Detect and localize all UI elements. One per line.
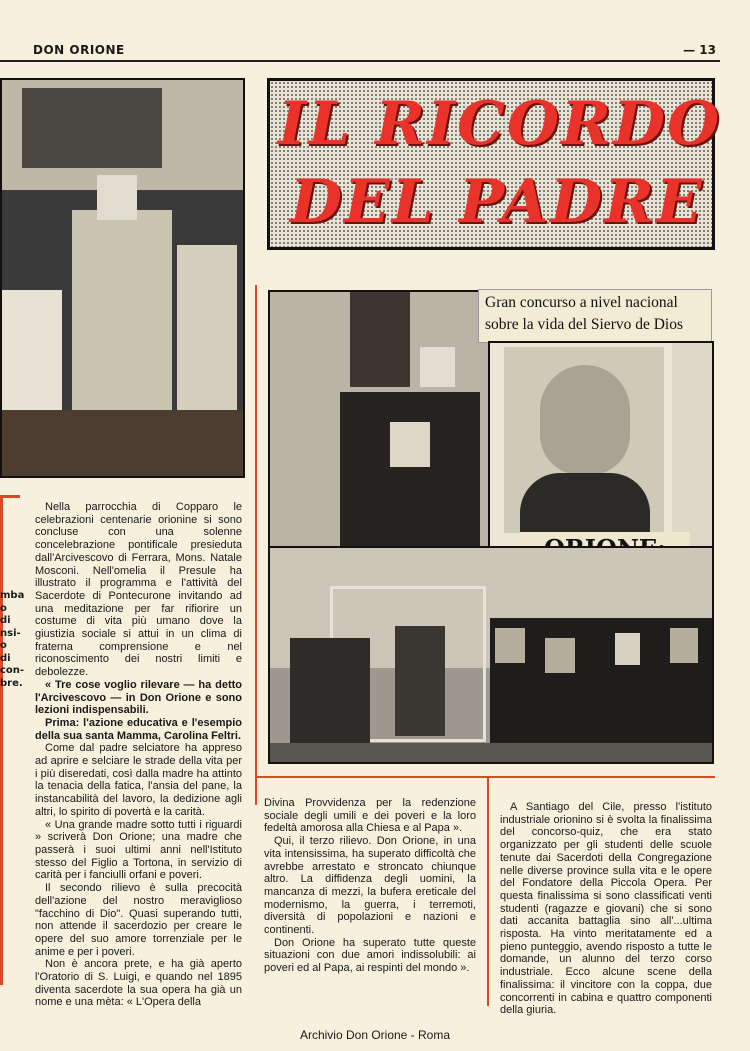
fragment-line: o di: [0, 640, 11, 664]
article-column-2: [264, 797, 476, 975]
col1-paragraph-3-lead: Prima: l'azione educativa e l'esempio della sua santa Mamma, Carolina Feltri.: [35, 716, 242, 742]
fragment-line: bre.: [0, 677, 23, 689]
article-column-3: [500, 801, 712, 1017]
article-column-1: [35, 501, 242, 1009]
contest-banner-line-2: sobre la vida del Siervo de Dios: [485, 316, 684, 333]
col1-paragraph-1: Nella parrocchia di Copparo le celebrazioni centenarie orionine si sono concluse con una solenne concelebrazione pontificale presieduta dall'Arcivescovo di Ferrara, Mons. Natale Mosconi. Nell'omelia il Presule ha illustrato il programma e l'attività del Sacerdote di Pontecurone invitando ad una meditazione per far rifiorire un costume di vita più umano dove la giustizia sociale si attui in un clima di fraterna comprensione e nel riconoscimento dei nostri limiti e debolezze.: [35, 501, 242, 679]
bishop-ceremony-photo: [0, 78, 245, 478]
fragment-line: con-: [0, 665, 25, 676]
col3-paragraph-1: A Santiago del Cile, presso l'istituto industriale orionino si è svolta la finalissima del concorso-quiz, che era stato organizzato per gli studenti delle scuole tenute dai Sacerdoti della Congregazione nelle diverse province sulla vita e le opere del Fondatore della Piccola Opera. Per questa finalissima si sono classificati venti studenti (ragazze e giovani) che si sono dati accanita battaglia sino all'...ultima risposta. Ha vinto meritatamente ed a pieno punteggio, avendo risposto a tutte le domande, un alunno del terzo corso industriale. Ecco alcune scene della finalissima: il vincitore con la coppa, due concorrenti in cabina e quattro componenti della giuria.: [500, 801, 712, 1017]
red-frame-left: [255, 285, 257, 805]
orione-portrait-photo: [488, 341, 714, 550]
col2-paragraph-1: Divina Provvidenza per la redenzione sociale degli umili e dei poveri e la loro fedeltà amorosa alla Chiesa e al Papa ».: [264, 797, 476, 835]
red-frame-bottom: [255, 776, 715, 778]
contest-banner: [478, 289, 712, 343]
col2-paragraph-2: Qui, il terzo rilievo. Don Orione, in una vita intensissima, ha superato difficoltà che avrebbe arrestato e stroncato chiunque altro. La diffidenza degli uomini, la mancanza di mezzi, la bufera ereticale del modernismo, la guerra, i terremoti, diversità di popolazioni e nazioni e continenti.: [264, 835, 476, 937]
title-banner: [267, 78, 722, 250]
title-line-1: IL RICORDO: [278, 89, 722, 159]
col1-paragraph-5: Il secondo rilievo è sulla precocità dell'azione del nostro meraviglioso "facchino di Dio". Quasi superando tutti, non attende il sacerdozio per creare le opere del suo amore torrenziale per le anime e per i poveri.: [35, 882, 242, 958]
trophy-winner-photo: [268, 290, 490, 550]
col1-paragraph-4: « Una grande madre sotto tutti i riguardi » scriverà Don Orione; una madre che passerà i suoi ultimi anni nell'Istituto stesso del Figlio a Tortona, in servizio di carità per i fanciulli orfani e poveri.: [35, 818, 242, 882]
fragment-line: o di: [0, 602, 11, 626]
col1-paragraph-6: Non è ancora prete, e ha già aperto l'Oratorio di S. Luigi, e quando nel 1895 diventa sacerdote la sua opera ha già un nome e una mèta: « L'Opera della: [35, 958, 242, 1009]
magazine-title: DON ORIONE: [33, 43, 125, 57]
col1-paragraph-2: « Tre cose voglio rilevare — ha detto l'Arcivescovo — in Don Orione e sono lezioni indispensabili.: [35, 678, 242, 717]
adjacent-page-fragment: [0, 590, 25, 690]
archive-footer: Archivio Don Orione - Roma: [299, 1028, 451, 1042]
fragment-line: nsi-: [0, 627, 21, 639]
page-number: — 13: [683, 43, 716, 57]
col1-paragraph-3: Come dal padre selciatore ha appreso ad aprire e selciare le strade della vita per i più diseredati, così dalla madre ha attinto la tenacia della fatica, l'ansia del pane, la instancabilità del lavoro, la dedizione agli altri, lo spirito di povertà e la carità.: [35, 742, 242, 818]
red-frame-outer-top: [0, 495, 20, 498]
red-frame-outer: [0, 495, 3, 985]
title-line-2: DEL PADRE: [290, 167, 704, 237]
contest-banner-line-1: Gran concurso a nivel nacional: [485, 294, 678, 311]
header-rule: [0, 60, 720, 62]
col2-paragraph-3: Don Orione ha superato tutte queste situazioni con due amori indissolubili: ai poveri ed al Papa, ai respinti del mondo ».: [264, 936, 476, 975]
fragment-line: mba: [0, 590, 25, 601]
red-frame-divider: [487, 776, 489, 1006]
jury-photo: [268, 546, 714, 764]
